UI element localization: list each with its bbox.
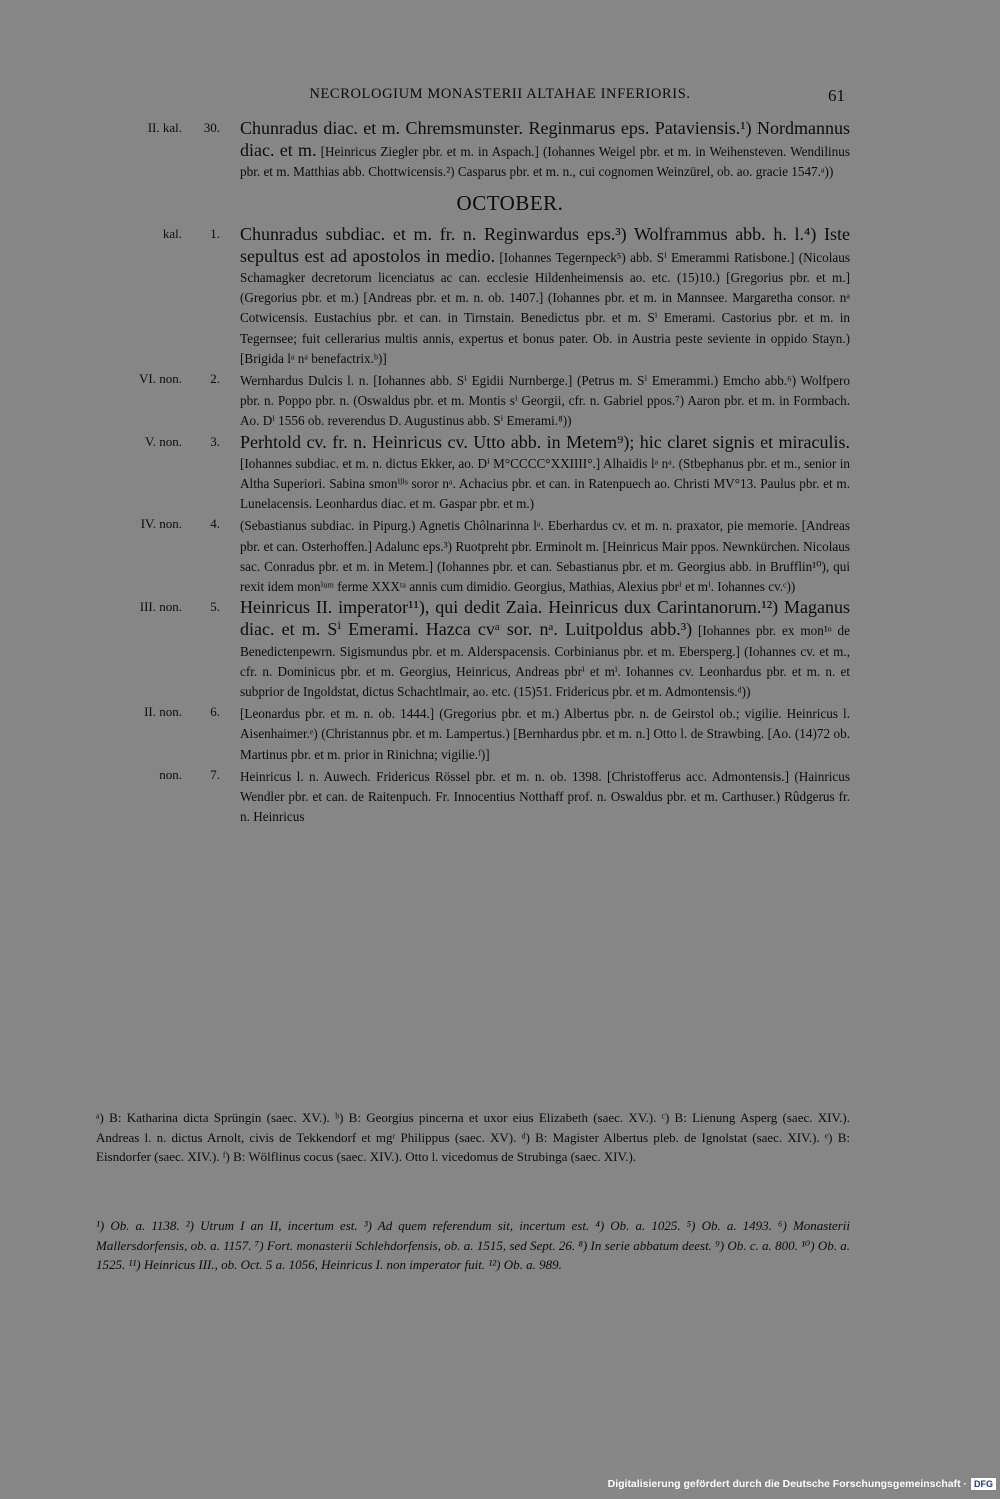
- letter-footnote-block: ᵃ) B: Katharina dicta Sprüngin (saec. XV.). ᵇ) B: Georgius pincerna et uxor eius Elizabeth (saec. XV.). ᶜ) B: Lienung Asperg (saec. XIV.). Andreas l. n. dictus Arnolt, civis de Tekkendorf et mgʳ Philippus (saec. XV). ᵈ) B: Magister Albertus pleb. de Ignolstat (saec. XIV.). ᵉ) B: Eisndorfer (saec. XIV.). ᶠ) B: Wölflinus cocus (saec. XIV.). Otto l. vicedomus de Strubinga (saec. XIV.).: [96, 1110, 850, 1165]
- credit-text: Digitalisierung gefördert durch die Deutsche Forschungsgemeinschaft ·: [607, 1478, 967, 1490]
- entry-day-number: 3.: [210, 433, 220, 449]
- entry-text: [240, 432, 850, 515]
- entry-date: V. non.: [145, 433, 182, 449]
- entry-oct-4: [0, 514, 850, 597]
- entry-rest: [Leonardus pbr. et m. n. ob. 1444.] (Gregorius pbr. et m.) Albertus pbr. n. de Geirstol ob.; vigilie. Heinricus l. Aisenhaimer.ᵉ) (Christannus pbr. et m. Lampertus.) [Bernhardus pbr. et m. n.] Otto l. de Strawbing. [Ao. (14)72 ob. Martinus pbr. et m. prior in Rinichna; vigilie.ᶠ)]: [240, 706, 850, 762]
- letter-footnotes: [96, 1108, 850, 1167]
- entry-date: II. kal.: [147, 120, 182, 135]
- entry-text: [240, 597, 850, 702]
- entry-day-number: 6.: [210, 704, 220, 720]
- numbered-footnotes: [96, 1216, 850, 1275]
- entry-date: III. non.: [139, 599, 182, 615]
- entry-text: [240, 369, 850, 432]
- entry-oct-7: [0, 765, 850, 828]
- entry-lead: Chunradus subdiac. et m. fr. n. Reginwardus eps.³) Wolframmus abb. h. l.⁴) Iste sepultus est ad apostolos in medio.: [240, 223, 850, 266]
- entry-text: [240, 514, 850, 597]
- running-title: NECROLOGIUM MONASTERII ALTAHAE INFERIORIS.: [309, 86, 691, 102]
- entry-rest: (Sebastianus subdiac. in Pipurg.) Agnetis Chôlnarinna lᵃ. Eberhardus cv. et m. n. praxator, pie memorie. [Andreas pbr. et can. Osterhoffen.] Adalunc eps.³) Ruotpreht pbr. Erminolt m. [Heinricus Mair ppos. Newnkürchen. Nicolaus sac. Conradus pbr. et m. in Metem.] (Iohannes pbr. et can. Sebastianus pbr. et m. Georgius abb. in Brufflin¹⁰), qui rexit idem monⁱᵘᵐ ferme XXXᵗᵃ annis cum dimidio. Georgius, Mathias, Alexius pbrⁱ et mⁱ. Iohannes cv.ᶜ)): [240, 518, 850, 595]
- entry-rest: Wernhardus Dulcis l. n. [Iohannes abb. Sⁱ Egidii Nurnberge.] (Petrus m. Sⁱ Emerammi.) Emcho abb.⁶) Wolfpero pbr. n. Poppo pbr. n. (Oswaldus pbr. et m. Montis sⁱ Georgii, cfr. n. Gabriel ppos.⁷) Aaron pbr. et m. in Formbach. Ao. Dⁱ 1556 ob. reverendus D. Augustinus abb. Sⁱ Emerami.⁸)): [240, 373, 850, 429]
- entry-oct-5: [0, 597, 850, 702]
- entry-date: II. non.: [144, 704, 182, 720]
- entry-text: [240, 118, 850, 183]
- entry-oct-2: [0, 369, 850, 432]
- entry-lead: Chunradus diac. et m. Chremsmunster. Reginmarus eps. Pataviensis.¹) Nordmannus diac. et m.: [240, 118, 850, 161]
- entry-sept-30: [0, 118, 850, 183]
- entry-date: non.: [159, 766, 182, 782]
- entry-text: [240, 765, 850, 828]
- entry-lead: Perhtold cv. fr. n. Heinricus cv. Utto abb. in Metem⁹); hic claret signis et miraculis.: [240, 431, 850, 452]
- entry-rest: [Iohannes pbr. ex mon¹ᵒ de Benedictenpewrn. Sigismundus pbr. et m. Alderspacensis. Corbinianus pbr. et m. Ebersperg.] (Iohannes cv. et m., cfr. n. Dominicus pbr. et m. Georgius, Heinricus, Andreas pbrⁱ et mⁱ. Iohannes cv. Leonhardus pbr. et m. n. et subprior de Ingoldstat, dictus Schachtlmair, ao. etc. (15)51. Fridericus pbr. et m. Admontensis.ᵈ)): [240, 623, 850, 700]
- digitization-credit: [560, 1478, 996, 1490]
- entry-day-number: 4.: [210, 516, 220, 532]
- entry-rest: [Heinricus Ziegler pbr. et m. in Aspach.] (Iohannes Weigel pbr. et m. in Weihensteven. Wendilinus pbr. et m. Matthias abb. Chottwicensis.²) Casparus pbr. et m. n., cui cognomen Weinzürel, ob. ao. gracie 1547.ᵃ)): [240, 144, 850, 180]
- entry-date: kal.: [162, 225, 182, 241]
- entry-day-number: 30.: [203, 120, 220, 135]
- entry-oct-3: [0, 432, 850, 515]
- entry-lead: Heinricus II. imperator¹¹), qui dedit Zaia. Heinricus dux Carintanorum.¹²) Maganus diac. et m. Sⁱ Emerami. Hazca cvᵃ sor. nᵃ. Luitpoldus abb.³): [240, 597, 850, 640]
- necrology-entries: [0, 118, 1000, 828]
- month-heading: OCTOBER.: [456, 190, 564, 215]
- entry-oct-1: [0, 224, 850, 369]
- entry-day-number: 2.: [210, 371, 220, 387]
- entry-text: [240, 224, 850, 369]
- entry-day-number: 1.: [210, 225, 220, 241]
- entry-day-number: 7.: [210, 766, 220, 782]
- entry-rest: [Iohannes subdiac. et m. n. dictus Ekker, ao. Dⁱ M°CCCC°XXIIII°.] Alhaidis lᵃ nᵃ. (Stbephanus pbr. et m., senior in Altha Superiori. Sabina smonⁱˡⁱˢ soror nᵃ. Achacius pbr. et can. in Ratenpuech ao. Christi MV°13. Paulus pbr. et m. Lunelacensis. Leonhardus diac. et m. Gaspar pbr. et m.): [240, 455, 850, 512]
- entry-rest: [Iohannes Tegernpeck⁵) abb. Sⁱ Emerammi Ratisbone.] (Nicolaus Schamagker decretorum licenciatus ac can. ecclesie Hildenheimensis ao. etc. (15)10.) [Gregorius pbr. et m.] (Gregorius pbr. et m.) [Andreas pbr. et m. n. ob. 1407.] (Iohannes pbr. et m. in Mannsee. Margaretha consor. nᵃ Cotwicensis. Eustachius pbr. et can. in Tirnstain. Benedictus pbr. et m. Sⁱ Emerami. Castorius pbr. et m. in Tegernsee; fuit cellerarius multis annis, expertus et bonus pater. Ob. in Austria peste seviente in oppido Stayn.) [Brigida lᵃ nᵃ benefactrix.ᵇ)]: [240, 249, 850, 366]
- dfg-logo: DFG: [971, 1478, 996, 1490]
- entry-text: [240, 702, 850, 765]
- page-number: 61: [828, 86, 845, 105]
- numbered-footnote-block: ¹) Ob. a. 1138. ²) Utrum I an II, incertum est. ³) Ad quem referendum sit, incertum est. ⁴) Ob. a. 1025. ⁵) Ob. a. 1493. ⁶) Monasterii Mallersdorfensis, ob. a. 1157. ⁷) Fort. monasterii Schlehdorfensis, ob. a. 1515, sed Sept. 26. ⁸) In serie abbatum deest. ⁹) Ob. c. a. 800. ¹⁰) Ob. a. 1525. ¹¹) Heinricus III., ob. Oct. 5 a. 1056, Heinricus I. non imperator fuit. ¹²) Ob. a. 989.: [96, 1218, 850, 1273]
- entry-oct-6: [0, 702, 850, 765]
- entry-day-number: 5.: [210, 599, 220, 615]
- entry-date: VI. non.: [139, 371, 182, 387]
- entry-date: IV. non.: [140, 516, 182, 532]
- entry-rest: Heinricus l. n. Auwech. Fridericus Rössel pbr. et m. n. ob. 1398. [Christofferus acc. Admontensis.] (Hainricus Wendler pbr. et can. de Raitenpuch. Fr. Innocentius Notthaff prof. n. Oswaldus pbr. et m. Carthuser.) Rûdgerus fr. n. Heinricus: [240, 768, 850, 825]
